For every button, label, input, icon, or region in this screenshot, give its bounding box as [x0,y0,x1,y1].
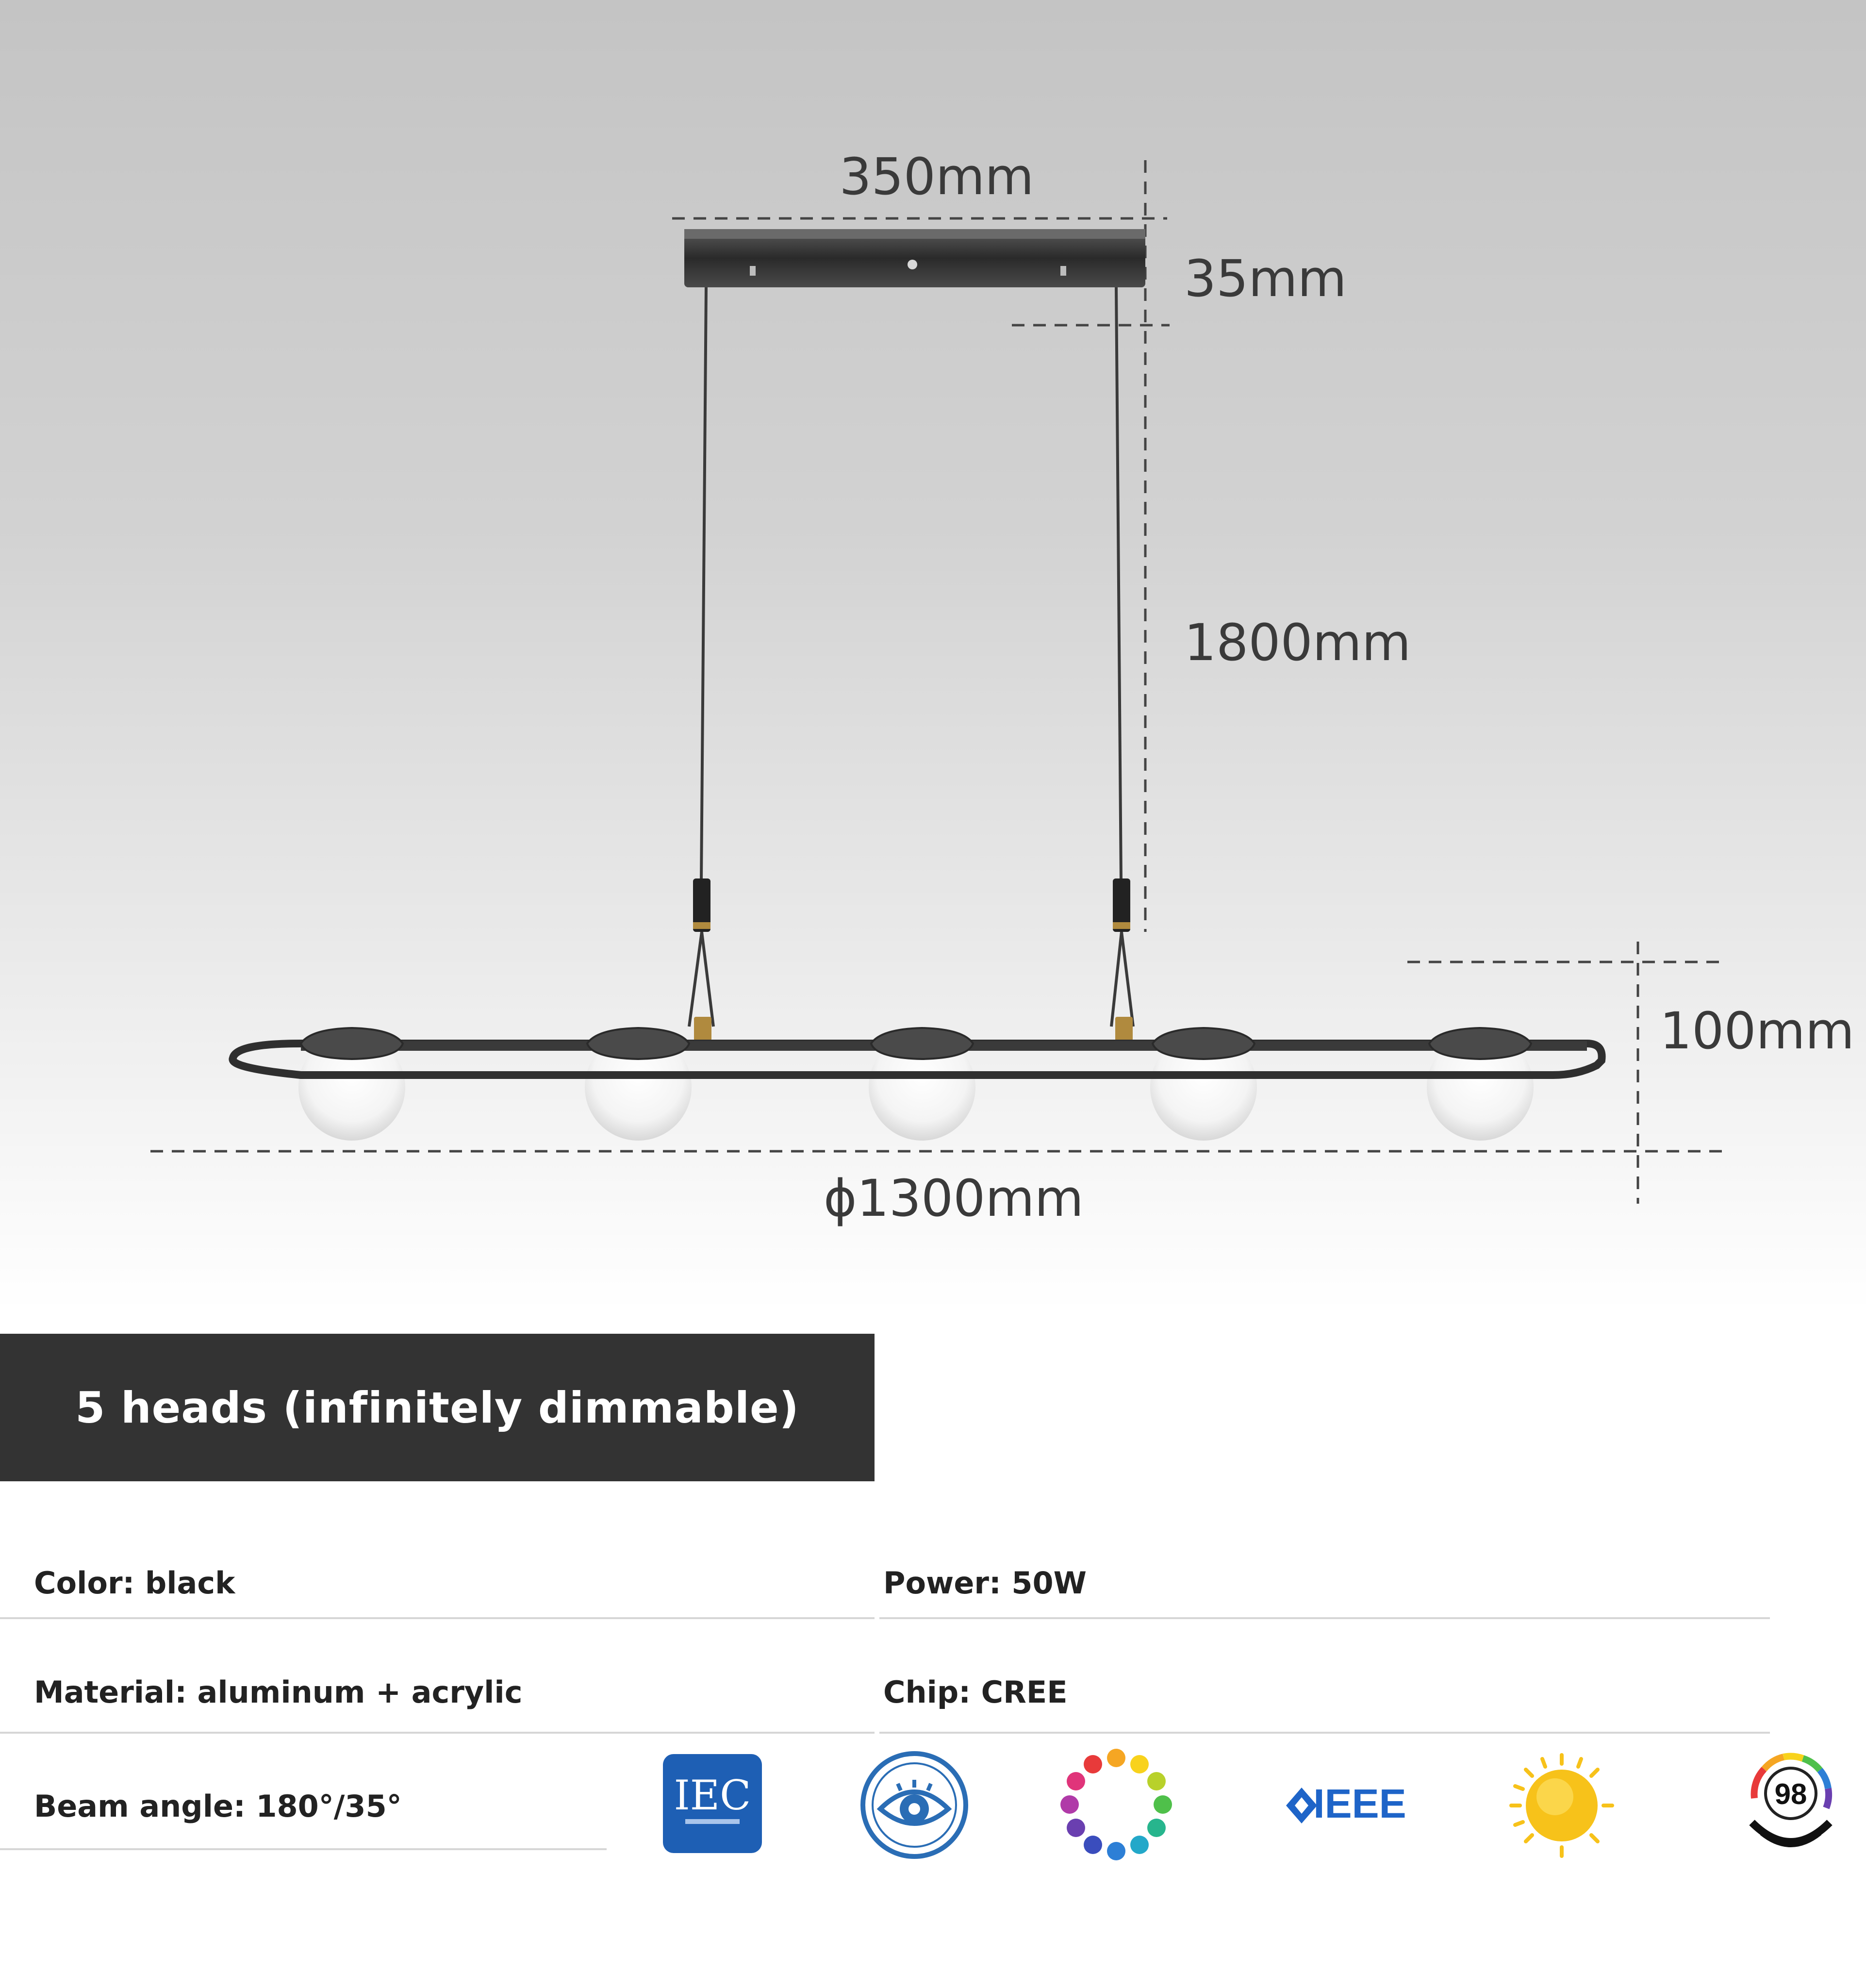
eye-protection-icon [859,1750,970,1860]
spec-beam-angle: Beam angle: 180°/35° [34,1789,402,1824]
spec-chip: Chip: CREE [883,1674,1068,1710]
ieee-logo-icon [1267,1779,1412,1832]
cri-value-text: 98 [1774,1778,1807,1810]
fixture-height-label: 100mm [1660,1001,1855,1060]
iec-logo-icon [661,1752,764,1855]
spec-divider [0,1848,607,1850]
cable-grips [689,878,1133,1041]
spec-divider [879,1732,1770,1734]
cable-length-label: 1800mm [1184,613,1411,672]
spec-color: Color: black [34,1565,235,1601]
iec-logo-text: IEC [674,1772,751,1819]
color-spectrum-icon [1059,1747,1173,1862]
spec-power: Power: 50W [883,1565,1087,1601]
spec-divider [879,1617,1770,1619]
sun-icon [1508,1752,1615,1859]
spec-material: Material: aluminum + acrylic [34,1674,523,1710]
banner-title: 5 heads (infinitely dimmable) [75,1382,799,1433]
spec-divider [0,1617,875,1619]
canopy-height-label: 35mm [1184,249,1347,308]
spec-divider [0,1732,875,1734]
overall-length-label: ϕ1300mm [824,1169,1084,1228]
width-dimension-label: 350mm [839,147,1034,206]
suspension-cables [701,287,1121,881]
ieee-logo-text: IEEE [1313,1781,1406,1826]
ceiling-canopy [684,229,1145,287]
cri-98-gauge-icon [1740,1740,1842,1866]
product-variant-banner [0,1334,875,1481]
